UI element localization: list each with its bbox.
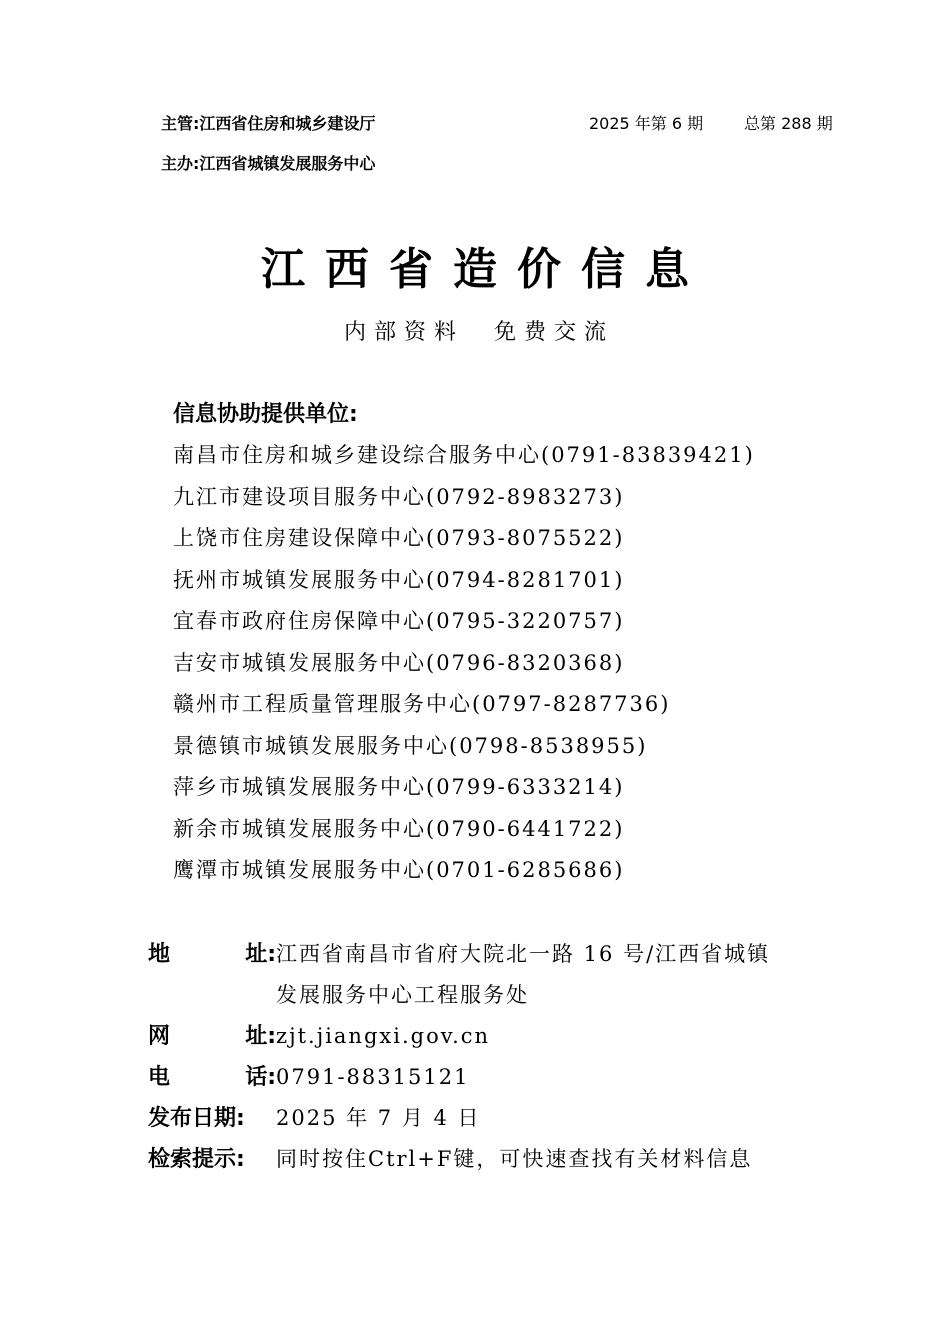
search-tip-row bbox=[148, 1139, 848, 1180]
provider-item: 抚州市城镇发展服务中心(0794-8281701) bbox=[173, 567, 625, 592]
website-row bbox=[148, 1016, 848, 1057]
search-tip-label: 检索提示: bbox=[148, 1147, 245, 1172]
provider-item: 南昌市住房和城乡建设综合服务中心(0791-83839421) bbox=[173, 443, 755, 467]
phone-label-part-b: 话: bbox=[245, 1065, 276, 1090]
phone-row bbox=[148, 1057, 848, 1098]
document-title: 江西省造价信息 bbox=[261, 244, 709, 295]
total-issue-number: 总第 288 期 bbox=[744, 114, 833, 133]
search-tip-value: 同时按住Ctrl+F键，可快速查找有关材料信息 bbox=[276, 1147, 753, 1171]
address-line-1: 江西省南昌市省府大院北一路 16 号/江西省城镇 bbox=[276, 942, 771, 966]
phone-label-part-a: 电 bbox=[148, 1065, 171, 1090]
provider-item: 九江市建设项目服务中心(0792-8983273) bbox=[173, 484, 625, 509]
sponsor-line: 主办:江西省城镇发展服务中心 bbox=[161, 154, 376, 173]
website-value[interactable]: zjt.jiangxi.gov.cn bbox=[276, 1024, 491, 1048]
website-label-part-a: 网 bbox=[148, 1024, 171, 1049]
document-subtitle: 内部资料 免费交流 bbox=[344, 320, 614, 345]
supervisor-line: 主管:江西省住房和城乡建设厅 bbox=[161, 114, 376, 133]
address-label-part-a: 地 bbox=[148, 942, 171, 967]
contact-info bbox=[148, 934, 848, 1180]
provider-list bbox=[173, 435, 755, 892]
address-line-2: 发展服务中心工程服务处 bbox=[276, 983, 529, 1007]
providers-heading: 信息协助提供单位: bbox=[173, 402, 358, 427]
provider-item: 赣州市工程质量管理服务中心(0797-8287736) bbox=[173, 692, 671, 716]
phone-label bbox=[148, 1057, 276, 1098]
website-label bbox=[148, 1016, 276, 1057]
issue-number: 2025 年第 6 期 bbox=[589, 114, 704, 133]
provider-item: 宜春市政府住房保障中心(0795-3220757) bbox=[173, 609, 625, 633]
provider-item: 新余市城镇发展服务中心(0790-6441722) bbox=[173, 816, 625, 841]
publish-date-value: 2025 年 7 月 4 日 bbox=[276, 1106, 481, 1130]
phone-value: 0791-88315121 bbox=[276, 1065, 470, 1089]
address-label bbox=[148, 934, 276, 975]
address-value bbox=[276, 934, 848, 1016]
website-label-part-b: 址: bbox=[245, 1024, 276, 1049]
provider-item: 上饶市住房建设保障中心(0793-8075522) bbox=[173, 526, 625, 550]
provider-item: 萍乡市城镇发展服务中心(0799-6333214) bbox=[173, 775, 625, 799]
providers-section bbox=[173, 397, 755, 892]
provider-item: 鹰潭市城镇发展服务中心(0701-6285686) bbox=[173, 858, 625, 882]
provider-item: 景德镇市城镇发展服务中心(0798-8538955) bbox=[173, 733, 648, 758]
publish-date-label: 发布日期: bbox=[148, 1106, 245, 1131]
address-row bbox=[148, 934, 848, 1016]
provider-item: 吉安市城镇发展服务中心(0796-8320368) bbox=[173, 650, 625, 675]
publish-date-row bbox=[148, 1098, 848, 1139]
address-label-part-b: 址: bbox=[245, 942, 276, 967]
